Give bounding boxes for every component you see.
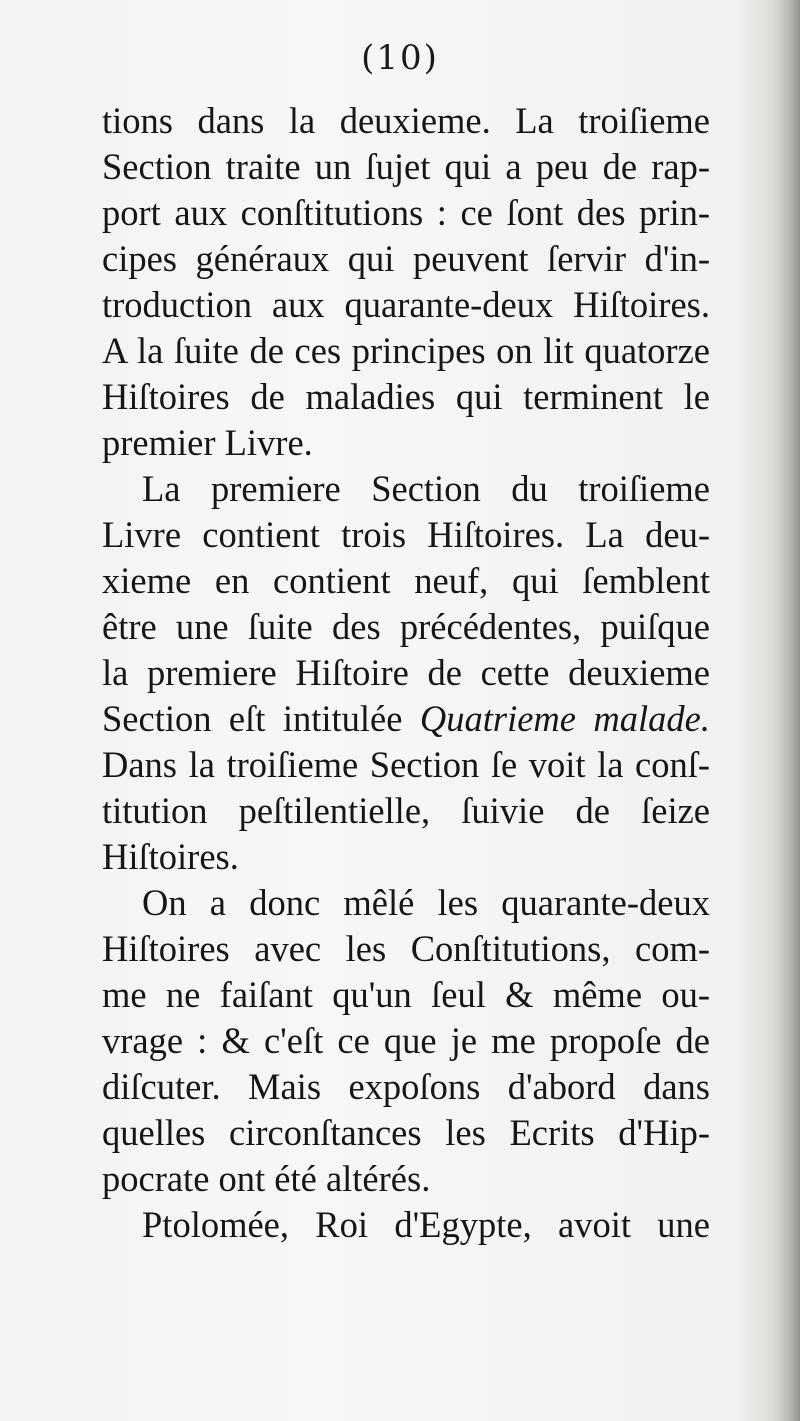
gutter-shadow [772, 0, 800, 1421]
text-line: tions dans la deuxieme. La troiſieme [102, 100, 710, 141]
paragraph [102, 98, 710, 466]
text-line: me ne faiſant qu'un ſeul & même ou- [102, 974, 710, 1015]
text-line: La premiere Section du troiſieme [142, 468, 710, 509]
text-line: xieme en contient neuf, qui ſemblent [102, 560, 710, 601]
text-run: Section eſt intitulée [102, 698, 420, 739]
text-line: Hiſtoires de maladies qui terminent le [102, 376, 710, 417]
text-line: port aux conſtitutions : ce ſont des prin- [102, 192, 710, 233]
page-number: (10) [361, 38, 439, 78]
text-line [102, 696, 710, 742]
paragraph [102, 880, 710, 1202]
italic-title: Quatrieme malade. [419, 698, 710, 739]
text-line: cipes généraux qui peuvent ſervir d'in- [102, 238, 710, 279]
text-line: être une ſuite des précédentes, puiſque [102, 606, 710, 647]
text-line: pocrate ont été altérés. [102, 1158, 431, 1199]
text-line: Hiſtoires avec les Conſtitutions, com- [102, 928, 710, 969]
text-line: vrage : & c'eſt ce que je me propoſe de [102, 1020, 710, 1061]
text-line: troduction aux quarante-deux Hiſtoires. [102, 284, 710, 325]
text-line: titution peſtilentielle, ſuivie de ſeize [102, 790, 710, 831]
text-line: On a donc mêlé les quarante-deux [142, 882, 710, 923]
text-line: diſcuter. Mais expoſons d'abord dans [102, 1066, 710, 1107]
text-line: Livre contient trois Hiſtoires. La deu- [102, 514, 710, 555]
text-line: A la ſuite de ces principes on lit quatorze [102, 330, 710, 371]
text-line: Hiſtoires. [102, 836, 239, 877]
text-line: premier Livre. [102, 422, 313, 463]
paragraph [102, 1202, 710, 1248]
paragraph [102, 466, 710, 880]
text-line: quelles circonſtances les Ecrits d'Hip- [102, 1112, 710, 1153]
text-line: Ptolomée, Roi d'Egypte, avoit une [142, 1204, 710, 1245]
text-line: la premiere Hiſtoire de cette deuxieme [102, 652, 710, 693]
text-line: Section traite un ſujet qui a peu de rap- [102, 146, 710, 187]
body-text [102, 98, 710, 1248]
text-line: Dans la troiſieme Section ſe voit la conſ- [102, 744, 710, 785]
